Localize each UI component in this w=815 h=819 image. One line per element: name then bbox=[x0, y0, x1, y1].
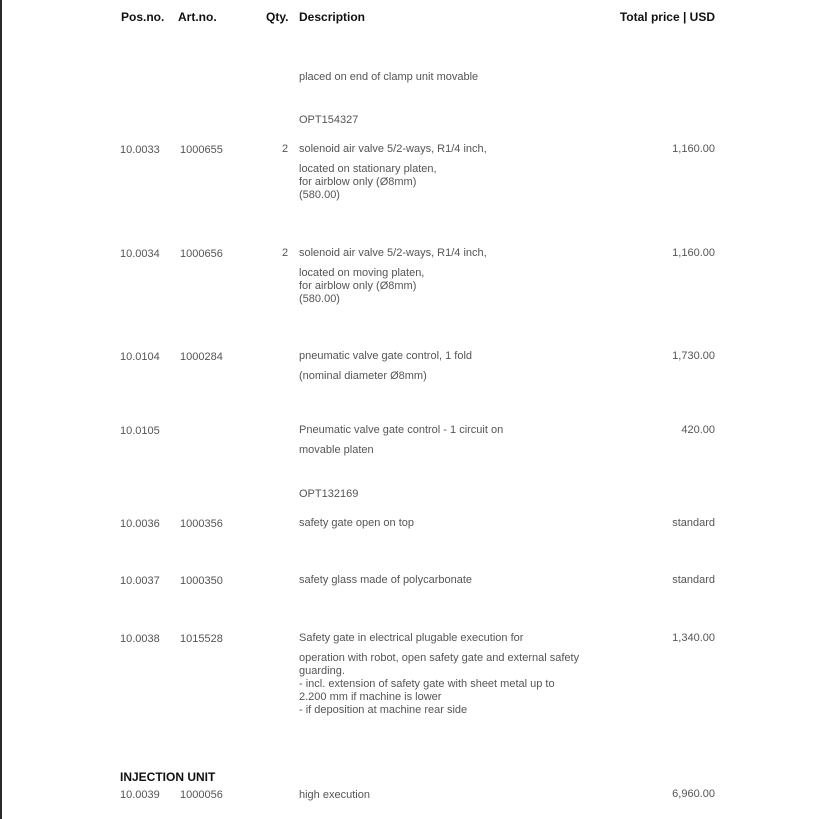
pos-no: 10.0039 bbox=[120, 789, 160, 801]
description-line: 2.200 mm if machine is lower bbox=[299, 691, 442, 703]
description-line: movable platen bbox=[299, 444, 374, 456]
description-first-line: safety glass made of polycarbonate bbox=[299, 574, 473, 586]
description bbox=[299, 350, 472, 383]
pos-no: 10.0034 bbox=[120, 248, 160, 260]
description-first-line: Safety gate in electrical plugable execution for bbox=[299, 632, 524, 644]
total-price: 6,960.00 bbox=[672, 788, 715, 800]
description bbox=[299, 143, 487, 202]
header-art-no: Art.no. bbox=[178, 10, 217, 24]
total-price: standard bbox=[672, 574, 715, 586]
header-description: Description bbox=[299, 10, 366, 24]
description-line: guarding. bbox=[299, 665, 345, 677]
pos-no: 10.0104 bbox=[120, 351, 160, 363]
option-code: OPT154327 bbox=[299, 114, 359, 126]
description-line: located on stationary platen, bbox=[299, 163, 437, 175]
total-price: 1,160.00 bbox=[672, 247, 715, 259]
art-no: 1000655 bbox=[180, 144, 223, 156]
description bbox=[299, 247, 487, 306]
header-qty: Qty. bbox=[266, 10, 289, 24]
description-line: for airblow only (Ø8mm) bbox=[299, 280, 417, 292]
total-price: 420.00 bbox=[681, 424, 715, 436]
description: high execution bbox=[299, 789, 370, 801]
description bbox=[299, 574, 472, 587]
continuation-line: placed on end of clamp unit movable bbox=[299, 71, 479, 83]
option-code: OPT132169 bbox=[299, 488, 359, 500]
pos-no: 10.0037 bbox=[120, 575, 160, 587]
pos-no: 10.0036 bbox=[120, 518, 160, 530]
total-price: 1,160.00 bbox=[672, 143, 715, 155]
description-first-line: solenoid air valve 5/2-ways, R1/4 inch, bbox=[299, 247, 487, 259]
description bbox=[299, 424, 503, 457]
art-no: 1000350 bbox=[180, 575, 223, 587]
description bbox=[299, 632, 579, 717]
art-no: 1000656 bbox=[180, 248, 223, 260]
art-no: 1000056 bbox=[180, 789, 223, 801]
header-total-price: Total price | USD bbox=[619, 10, 715, 24]
header-pos-no: Pos.no. bbox=[121, 10, 165, 24]
description-line: operation with robot, open safety gate and external safety bbox=[299, 652, 580, 664]
art-no: 1000356 bbox=[180, 518, 223, 530]
page-left-border bbox=[0, 0, 2, 819]
description-line: (580.00) bbox=[299, 189, 340, 201]
description-line: - if deposition at machine rear side bbox=[299, 704, 468, 716]
pos-no: 10.0105 bbox=[120, 425, 160, 437]
pos-no: 10.0038 bbox=[120, 633, 160, 645]
total-price: standard bbox=[672, 517, 715, 529]
description-first-line: safety gate open on top bbox=[299, 517, 414, 529]
description bbox=[299, 517, 414, 530]
description-first-line: pneumatic valve gate control, 1 fold bbox=[299, 350, 473, 362]
art-no: 1000284 bbox=[180, 351, 223, 363]
description-line: - incl. extension of safety gate with sheet metal up to bbox=[299, 678, 555, 690]
description-line: for airblow only (Ø8mm) bbox=[299, 176, 417, 188]
total-price: 1,340.00 bbox=[672, 632, 715, 644]
description-first-line: solenoid air valve 5/2-ways, R1/4 inch, bbox=[299, 143, 487, 155]
qty: 2 bbox=[282, 143, 289, 155]
total-price: 1,730.00 bbox=[672, 350, 715, 362]
pos-no: 10.0033 bbox=[120, 144, 160, 156]
description-line: (nominal diameter Ø8mm) bbox=[299, 370, 427, 382]
description-first-line: Pneumatic valve gate control - 1 circuit on bbox=[299, 424, 504, 436]
description-line: located on moving platen, bbox=[299, 267, 425, 279]
description-line: (580.00) bbox=[299, 293, 340, 305]
art-no: 1015528 bbox=[180, 633, 223, 645]
qty: 2 bbox=[282, 247, 289, 259]
section-title: INJECTION UNIT bbox=[120, 770, 216, 784]
